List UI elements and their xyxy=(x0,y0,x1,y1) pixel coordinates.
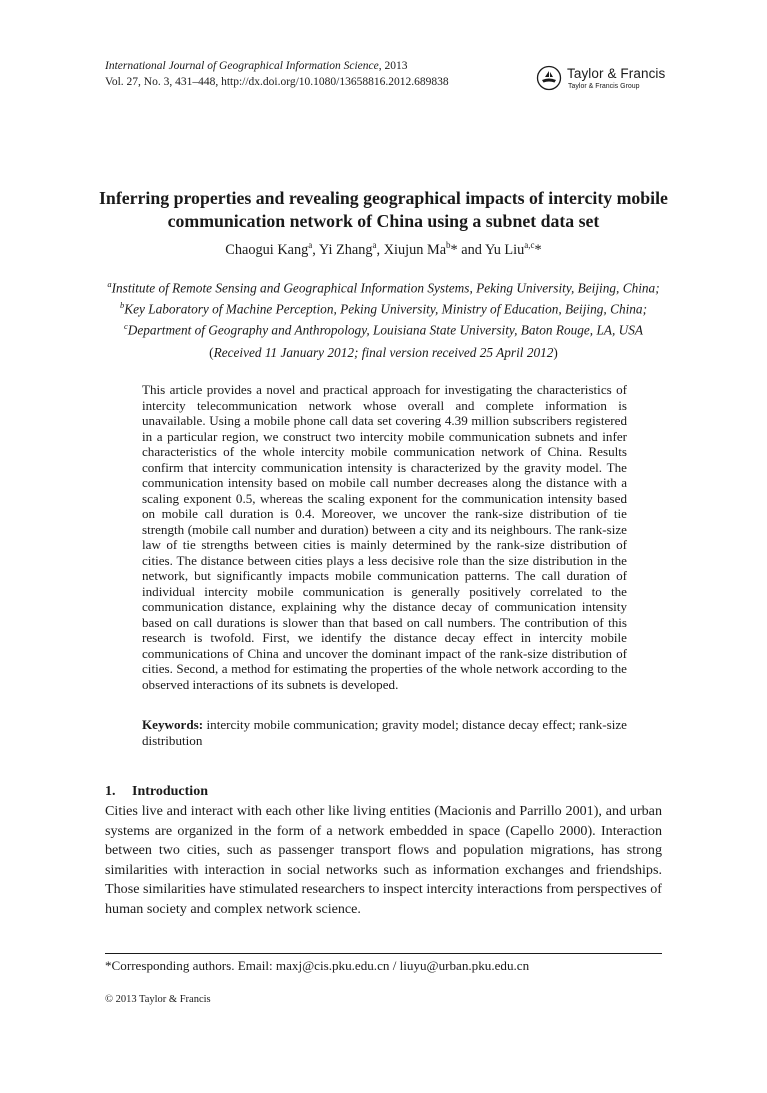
journal-header xyxy=(105,58,449,90)
author-name: Yi Zhang xyxy=(318,241,373,258)
introduction-paragraph: Cities live and interact with each other like living entities (Macionis and Parrillo 2001), and urban systems are organized in the form of a network embedded in space (Capello 2000). Interaction between two cities, such as passenger transport flows and population migrations, has strong similarities with interaction in social networks such as information exchanges and friendships. Those similarities have stimulated researchers to inspect intercity interactions from perspectives of human society and complex network science. xyxy=(105,803,662,917)
abstract: This article provides a novel and practical approach for investigating the characteristics of intercity telecommunication network whose overall and complete information is unavailable. Using a mobile phone call data set covering 4.39 million subscribers registered in a particular region, we construct two intercity mobile communication subnets and infer characteristics of the whole intercity mobile communication network of China. Results confirm that intercity communication intensity is characterized by the gravity model. The communication intensity based on mobile call number decreases along the distance with a scaling exponent 0.5, whereas the scaling exponent for the communication intensity based on mobile call duration is 0.4. Moreover, we uncover the rank-size distribution of tie strength (mobile call number and duration) between a city and its neighbours. The rank-size law of tie strengths between cities is mainly determined by the rank-size distribution of cities. The distance between cities plays a less decisive role than the size distribution in the network, but significantly impacts mobile communication patterns. The call duration of individual intercity mobile communication is generally positively correlated to the communication distance, explaining why the distance decay of communication intensity based on call durations is slower than that based on call numbers. The contribution of this research is twofold. First, we identify the distance decay effect in intercity mobile communications of China and uncover the dominant impact of the rank-size distribution of cities. Second, a method for estimating the properties of the whole network according to the observed interactions of its subnets is developed. xyxy=(142,382,627,692)
affiliation-mark: a xyxy=(107,279,112,289)
section-title: Introduction xyxy=(132,784,208,799)
author-name: Chaogui Kang xyxy=(225,241,309,258)
publisher-name: Taylor & Francis xyxy=(567,66,666,81)
copyright-notice: © 2013 Taylor & Francis xyxy=(105,994,211,1005)
journal-year: , 2013 xyxy=(378,60,408,72)
received-text: Received 11 January 2012; final version received 25 April 2012 xyxy=(213,345,554,360)
affiliations xyxy=(96,276,671,339)
publisher-logo-icon xyxy=(536,65,562,91)
journal-name: International Journal of Geographical Information Science xyxy=(105,60,379,72)
publisher-group: Taylor & Francis Group xyxy=(568,83,640,90)
author-separator: * and xyxy=(450,241,485,258)
author-name: Xiujun Ma xyxy=(383,241,447,258)
author-affiliation-mark: a xyxy=(308,240,313,250)
author-affiliation-mark: a,c xyxy=(524,240,535,250)
volume-doi-line: Vol. 27, No. 3, 431–448, http://dx.doi.org/10.1080/13658816.2012.689838 xyxy=(105,76,449,88)
affiliation-text: Key Laboratory of Machine Perception, Peking University, Ministry of Education, Beijing, China; xyxy=(124,301,648,317)
affiliation-mark: c xyxy=(124,321,128,332)
author-separator: * xyxy=(534,241,542,258)
article-title: Inferring properties and revealing geographical impacts of intercity mobile communication network of China using a subnet data set xyxy=(99,188,668,231)
corresponding-author-footnote: *Corresponding authors. Email: maxj@cis.pku.edu.cn / liuyu@urban.pku.edu.cn xyxy=(105,958,530,973)
footnote-divider xyxy=(105,953,662,954)
keywords-text: intercity mobile communication; gravity model; distance decay effect; rank-size distribution xyxy=(142,717,627,748)
received-dates: (Received 11 January 2012; final version received 25 April 2012) xyxy=(209,345,558,360)
author-list xyxy=(60,240,707,259)
keywords xyxy=(142,717,627,749)
author-affiliation-mark: b xyxy=(446,240,451,250)
publisher-logo xyxy=(536,64,671,94)
affiliation-text: Institute of Remote Sensing and Geographical Information Systems, Peking University, Beijing, China; xyxy=(111,280,660,296)
section-number: 1. xyxy=(105,784,116,799)
section-heading xyxy=(105,784,208,800)
author-affiliation-mark: a xyxy=(372,240,377,250)
affiliation-mark: b xyxy=(119,300,125,311)
author-name: Yu Liu xyxy=(484,241,525,258)
journal-citation-line xyxy=(105,58,449,74)
keywords-label: Keywords: xyxy=(142,717,204,732)
affiliation-text: Department of Geography and Anthropology, Louisiana State University, Baton Rouge, LA, USA xyxy=(127,322,643,338)
author-separator: , xyxy=(376,241,384,258)
author-separator: , xyxy=(312,241,319,258)
